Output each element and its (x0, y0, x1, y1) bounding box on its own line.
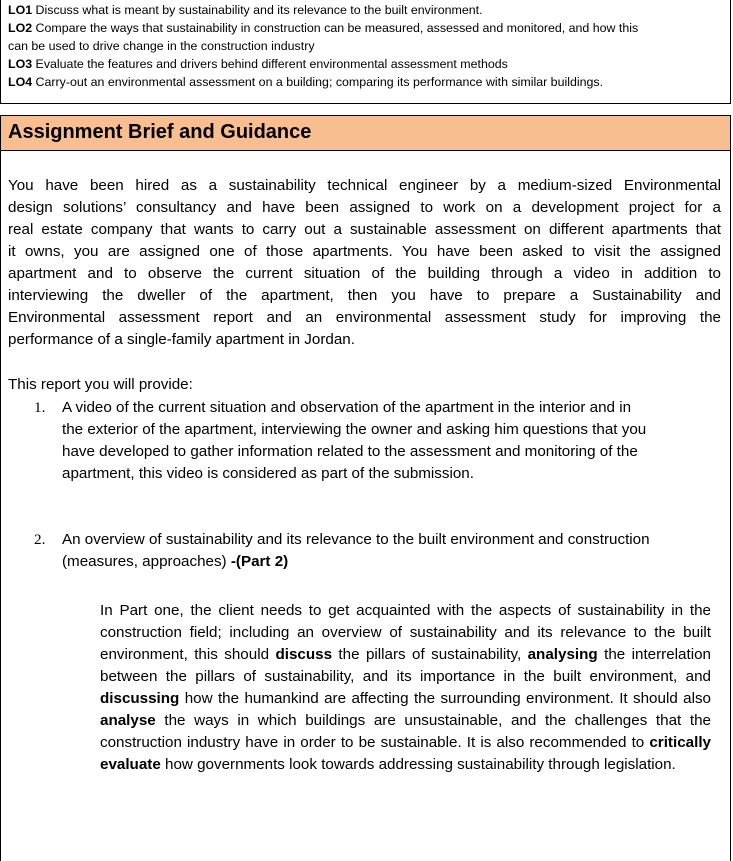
intro-line: You have been hired as a sustainability technical engineer by a medium-sized Environmental (8, 177, 721, 194)
part-label: -(Part 2) (230, 553, 289, 570)
emphasis-term: critically evaluate (100, 734, 711, 773)
lo-code: LO3 (8, 57, 33, 71)
learning-outcome-lo1 (8, 1, 483, 19)
paragraph-text: how governments look towards addressing sustainability through legislation. (160, 756, 676, 773)
paragraph-text: In Part one, the client needs to get acquainted with the aspects of sustainability in the construction field; including an overview of sustainability and its relevance to the built environment, this should (100, 602, 711, 663)
intro-line: interviewing the dweller of the apartment, then you have to prepare a Sustainability and (8, 287, 721, 304)
list-item-line: the exterior of the apartment, interviewing the owner and asking him questions that you (62, 421, 647, 438)
lo-text: Compare the ways that sustainability in construction can be measured, assessed and monitored, and how this (32, 21, 639, 35)
emphasis-term: discussing (100, 690, 180, 707)
section-header-bar (0, 115, 731, 151)
intro-line: design solutions’ consultancy and have been assigned to work on a development project for a (8, 199, 721, 216)
lo-text: Carry-out an environmental assessment on a building; comparing its performance with similar buildings. (32, 75, 604, 89)
lo-code: LO4 (8, 75, 33, 89)
intro-line: performance of a single-family apartment in Jordan. (8, 331, 355, 348)
lo-code: LO1 (8, 3, 33, 17)
report-intro: This report you will provide: (8, 376, 193, 393)
learning-outcome-lo2 (8, 19, 638, 37)
list-item-line (62, 551, 288, 573)
intro-line: apartment and to observe the current situation of the building through a video in addition to (8, 265, 721, 282)
paragraph-text: how the humankind are affecting the surrounding environment. It should also (179, 690, 711, 707)
learning-outcome-lo2-continued (8, 37, 315, 55)
section-title: Assignment Brief and Guidance (8, 121, 312, 143)
list-item-text: (measures, approaches) (62, 553, 231, 570)
list-item-text: An overview of sustainability and its relevance to the built environment and construction (62, 531, 650, 548)
part-one-paragraph (100, 600, 711, 776)
intro-line: real estate company that wants to carry out a sustainable assessment on different apartments that (8, 221, 721, 238)
list-number-1: 1. (34, 399, 46, 416)
learning-outcome-lo3 (8, 55, 508, 73)
list-number-2: 2. (34, 531, 46, 548)
list-item-line: apartment, this video is considered as part of the submission. (62, 465, 474, 482)
intro-line: Environmental assessment report and an environmental assessment study for improving the (8, 309, 721, 326)
emphasis-term: analyse (100, 712, 156, 729)
lo-text: Evaluate the features and drivers behind different environmental assessment methods (32, 57, 508, 71)
emphasis-term: discuss (275, 646, 333, 663)
lo-code: LO2 (8, 21, 33, 35)
list-item-line: A video of the current situation and observation of the apartment in the interior and in (62, 399, 632, 416)
paragraph-text: the ways in which buildings are unsustainable, and the challenges that the construction industry have in order to be sustainable. It is also recommended to (100, 712, 711, 751)
emphasis-term: analysing (527, 646, 598, 663)
paragraph-text: the interrelation between the pillars of sustainability, and its importance in the built environment, and (100, 646, 711, 685)
lo-text: can be used to drive change in the construction industry (8, 39, 315, 53)
paragraph-text: the pillars of sustainability, (332, 646, 528, 663)
intro-line: it owns, you are assigned one of those apartments. You have been asked to visit the assigned (8, 243, 721, 260)
list-item-line: have developed to gather information related to the assessment and monitoring of the (62, 443, 638, 460)
lo-text: Discuss what is meant by sustainability and its relevance to the built environment. (32, 3, 483, 17)
learning-outcomes-box (0, 0, 731, 104)
list-item-line (62, 529, 650, 551)
learning-outcome-lo4 (8, 73, 603, 91)
